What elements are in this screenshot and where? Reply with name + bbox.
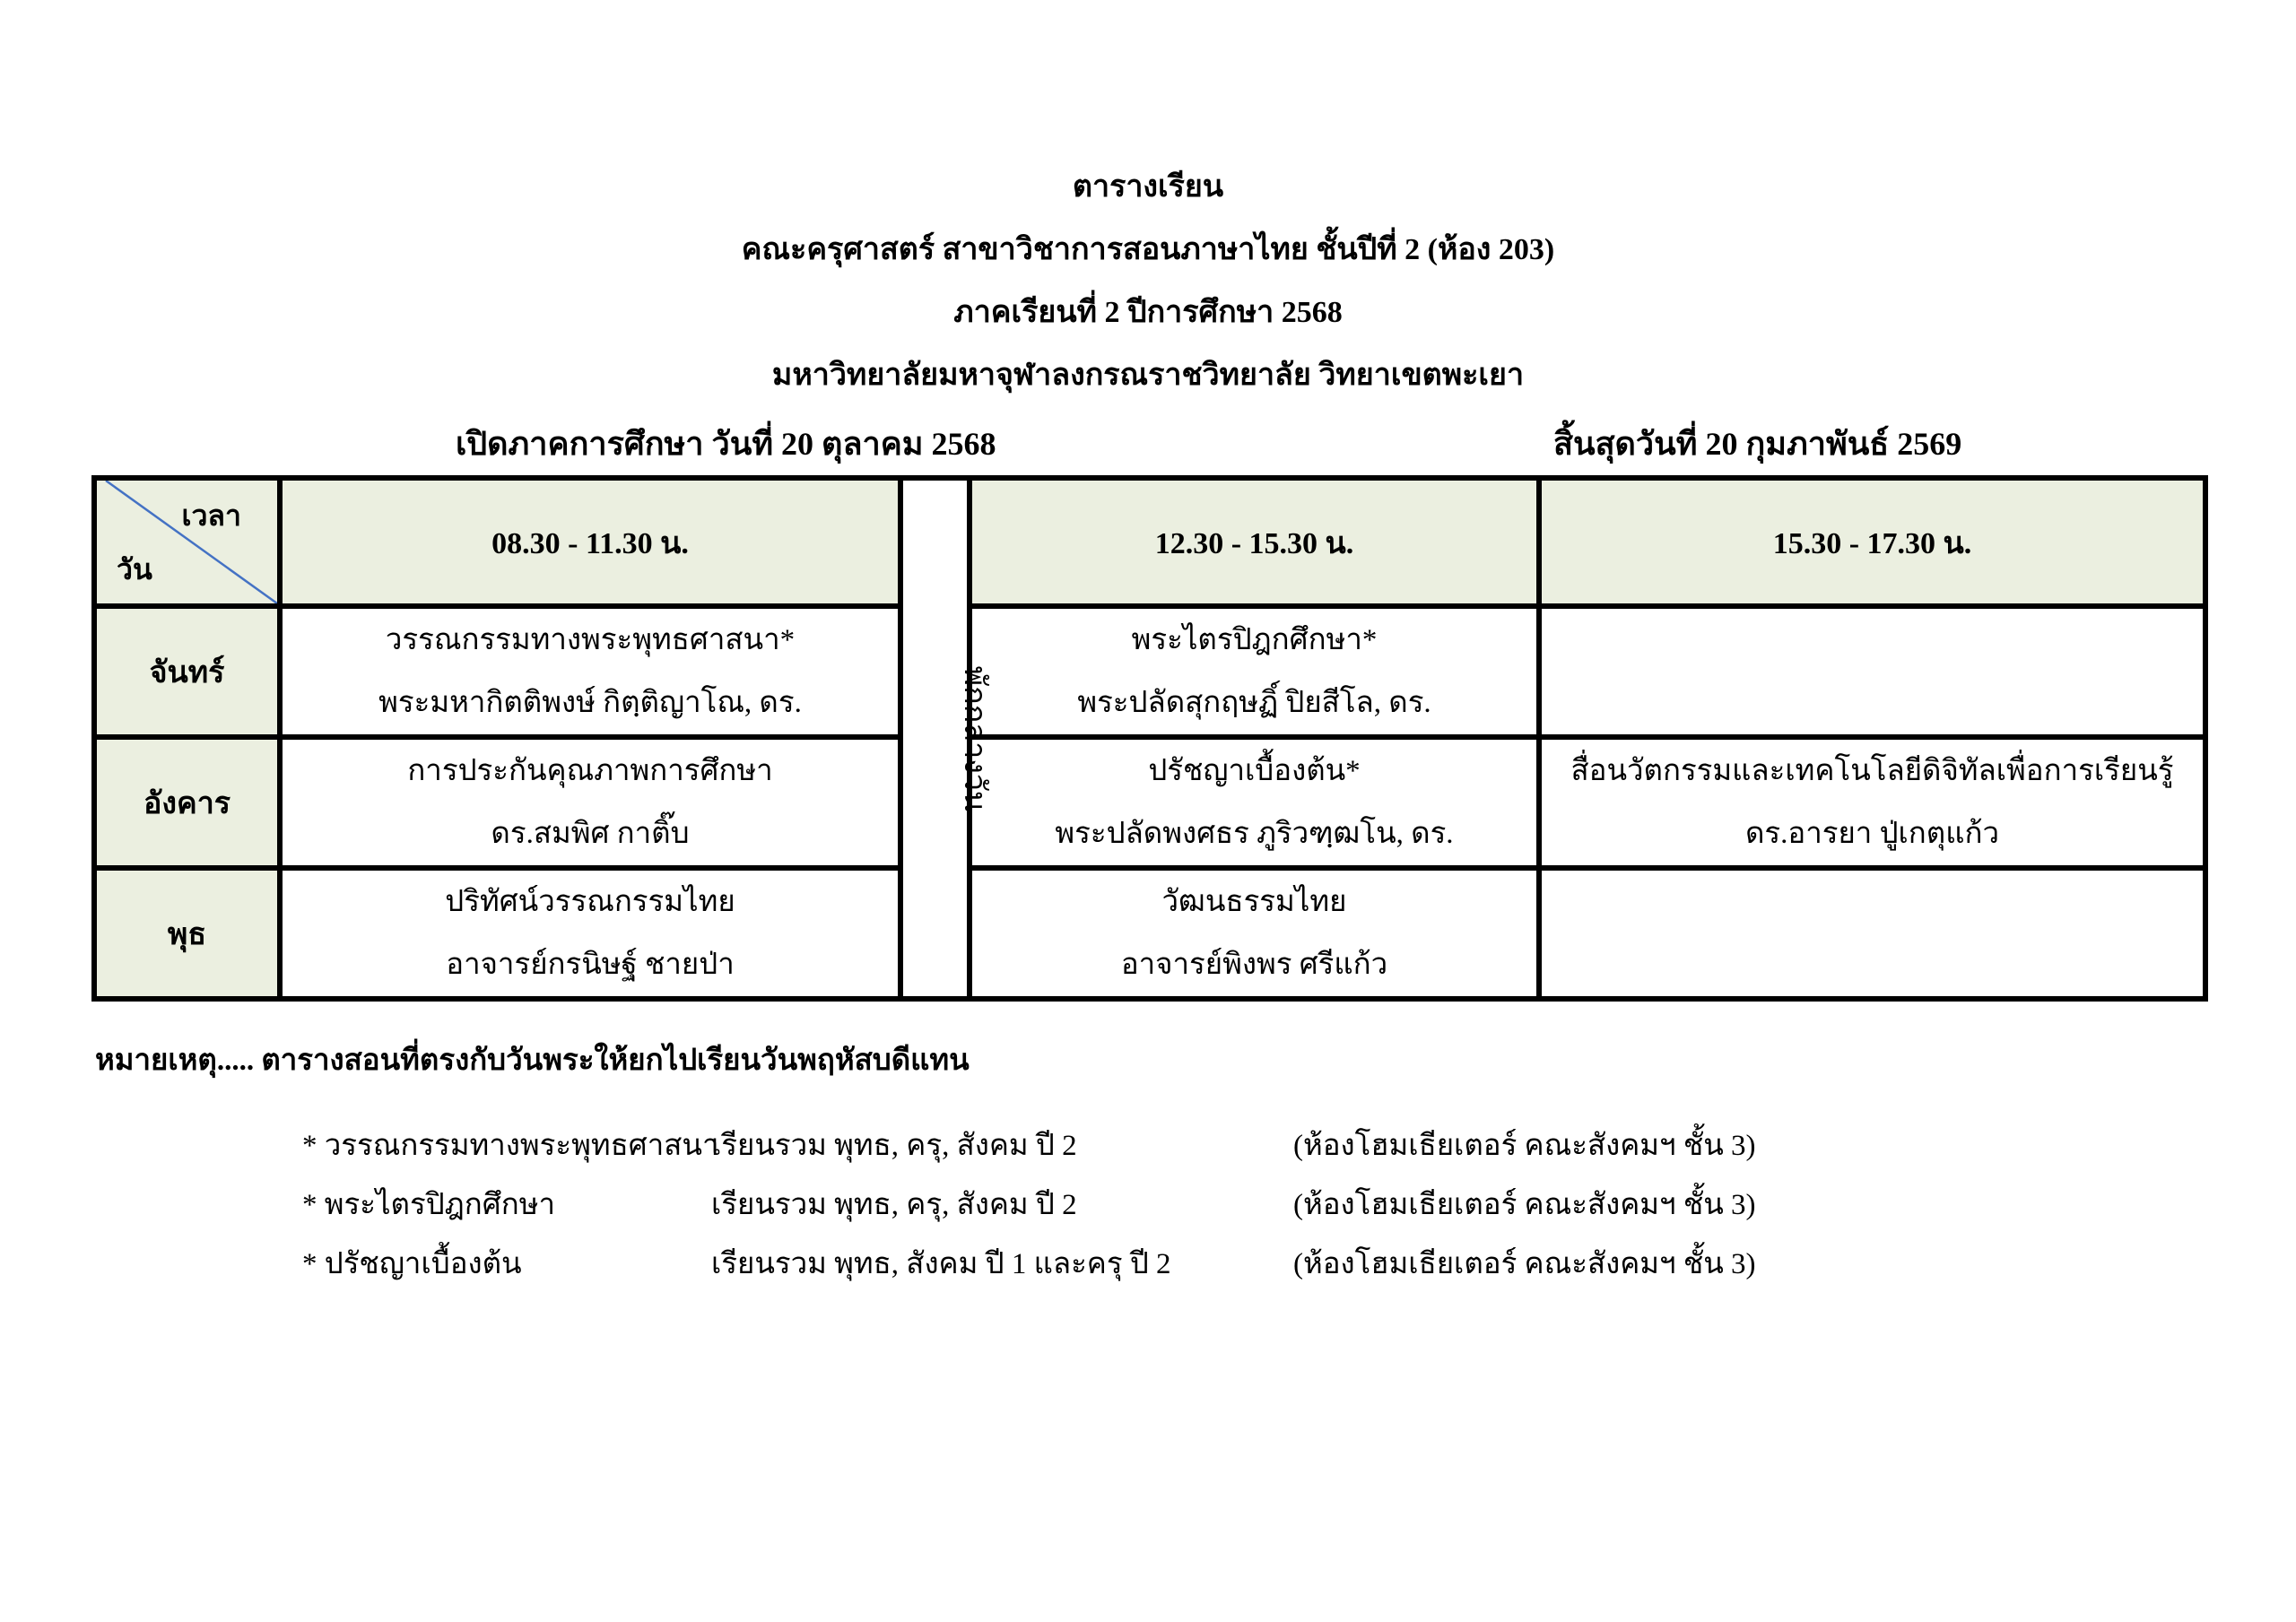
slot-header: 12.30 - 15.30 น. (970, 478, 1539, 606)
table-row (94, 868, 2205, 999)
class-cell (280, 868, 900, 999)
document-title: ตารางเรียน (1072, 170, 1224, 204)
class-cell (280, 606, 900, 737)
teacher-name: อาจารย์พิงพร ศรีแก้ว (1120, 949, 1388, 981)
corner-time-label: เวลา (181, 499, 241, 532)
class-cell (970, 606, 1539, 737)
teacher-name: ดร.อารยา ปู่เกตุแก้ว (1744, 818, 1999, 850)
footnote-room: (ห้องโฮมเธียเตอร์ คณะสังคมฯ ชั้น 3) (1293, 1189, 1756, 1221)
footnote-course: * ปรัชญาเบื้องต้น (302, 1248, 522, 1280)
corner-day-label: วัน (117, 553, 152, 585)
semester-line: ภาคเรียนที่ 2 ปีการศึกษา 2568 (953, 296, 1343, 329)
class-cell (1539, 868, 2205, 999)
teacher-name: อาจารย์กรนิษฐ์ ชายป่า (446, 949, 735, 981)
course-name: ปรัชญาเบื้องต้น* (1148, 755, 1361, 787)
class-cell (1539, 737, 2205, 868)
class-cell (280, 737, 900, 868)
lunch-break-cell (900, 478, 992, 999)
footnote-room: (ห้องโฮมเธียเตอร์ คณะสังคมฯ ชั้น 3) (1293, 1248, 1756, 1280)
corner-cell (94, 478, 280, 606)
table-row (94, 606, 2205, 737)
day-label: จันทร์ (94, 606, 280, 737)
footnote-combined: เรียนรวม พุทธ, ครุ, สังคม ปี 2 (711, 1189, 1077, 1221)
course-name: ปริทัศน์วรรณกรรมไทย (445, 886, 735, 918)
remark: หมายเหตุ..... ตารางสอนที่ตรงกับวันพระให้ยกไปเรียนวันพฤหัสบดีแทน (95, 1045, 970, 1077)
table-header-row (94, 478, 2205, 606)
footnote-combined: เรียนรวม พุทธ, ครุ, สังคม ปี 2 (711, 1130, 1077, 1162)
course-name: การประกันคุณภาพการศึกษา (407, 755, 773, 787)
course-name: พระไตรปิฎกศึกษา* (1131, 624, 1378, 656)
table-row (94, 737, 2205, 868)
lunch-label: พักกลางวัน (958, 665, 992, 811)
university-line: มหาวิทยาลัยมหาจุฬาลงกรณราชวิทยาลัย วิทยาเขตพะเยา (771, 359, 1525, 392)
teacher-name: พระปลัดพงศธร ภูริวฑฺฒโน, ดร. (1055, 818, 1454, 850)
faculty-line: คณะครุศาสตร์ สาขาวิชาการสอนภาษาไทย ชั้นปีที่ 2 (ห้อง 203) (741, 233, 1555, 266)
teacher-name: พระมหากิตติพงษ์ กิตฺติญาโณ, ดร. (378, 687, 802, 719)
class-cell (1539, 606, 2205, 737)
footnote-course: * พระไตรปิฎกศึกษา (302, 1189, 555, 1221)
teacher-name: พระปลัดสุกฤษฏิ์ ปิยสีโล, ดร. (1077, 687, 1431, 719)
class-cell (970, 737, 1539, 868)
footnote-course: * วรรณกรรมทางพระพุทธศาสนา (302, 1130, 719, 1162)
teacher-name: ดร.สมพิศ กาติ๊บ (491, 818, 690, 850)
course-name: วรรณกรรมทางพระพุทธศาสนา* (385, 624, 796, 656)
schedule-table (91, 475, 2208, 1002)
course-name: วัฒนธรรมไทย (1161, 886, 1347, 918)
semester-start: เปิดภาคการศึกษา วันที่ 20 ตุลาคม 2568 (456, 426, 996, 462)
day-label: อังคาร (94, 737, 280, 868)
slot-header: 15.30 - 17.30 น. (1539, 478, 2205, 606)
semester-end: สิ้นสุดวันที่ 20 กุมภาพันธ์ 2569 (1553, 426, 1962, 462)
class-cell (970, 868, 1539, 999)
footnote-combined: เรียนรวม พุทธ, สังคม ปี 1 และครุ ปี 2 (711, 1248, 1171, 1280)
day-label: พุธ (94, 868, 280, 999)
slot-header: 08.30 - 11.30 น. (280, 478, 900, 606)
footnote-room: (ห้องโฮมเธียเตอร์ คณะสังคมฯ ชั้น 3) (1293, 1130, 1756, 1162)
course-name: สื่อนวัตกรรมและเทคโนโลยีดิจิทัลเพื่อการเรียนรู้ (1570, 755, 2174, 787)
